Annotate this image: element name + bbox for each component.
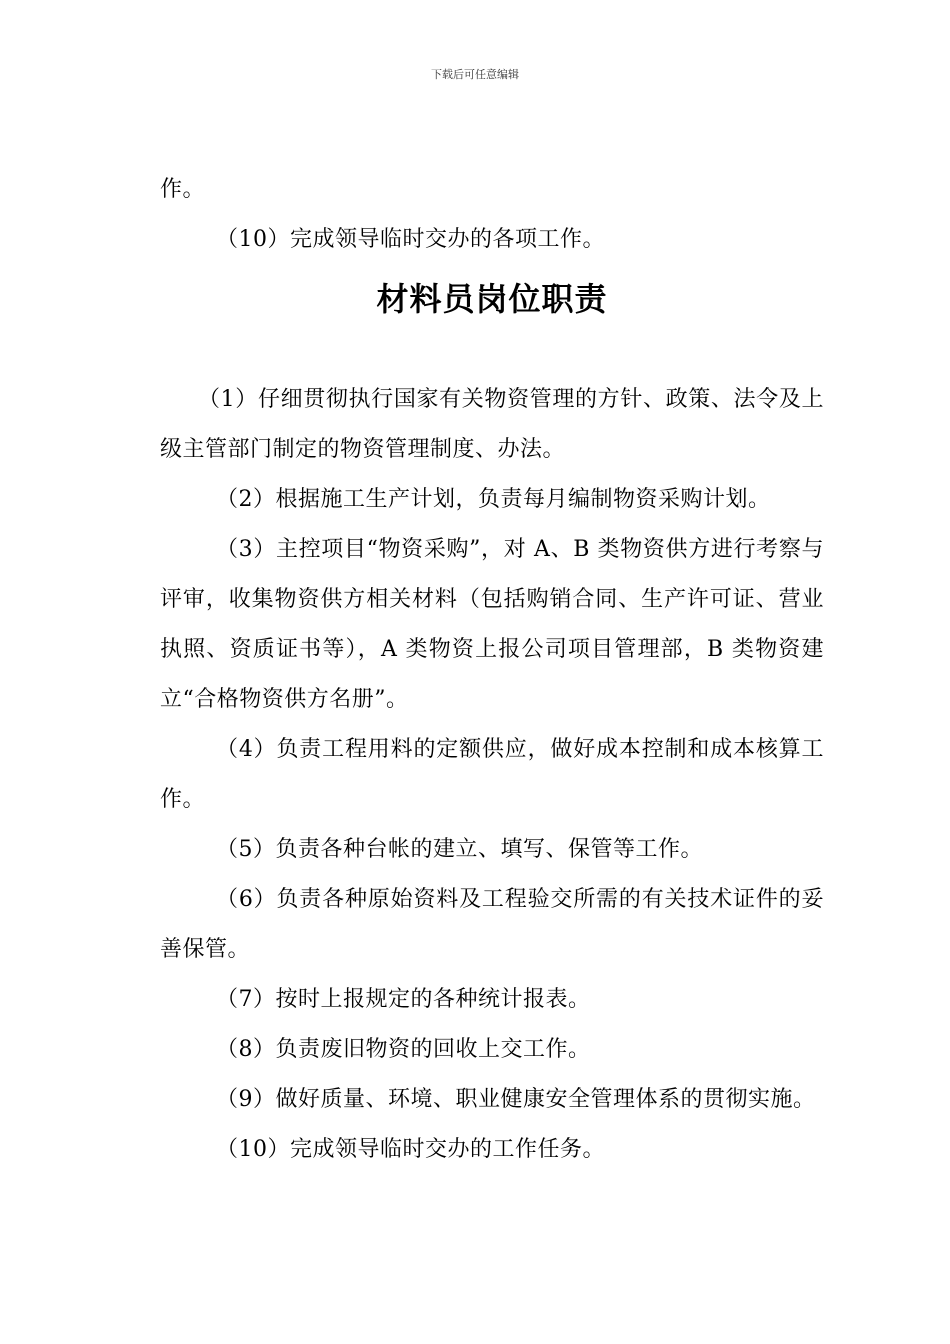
duty-item-10: （10）完成领导临时交办的工作任务。 xyxy=(216,1137,605,1162)
header-note: 下载后可任意编辑 xyxy=(431,68,519,81)
duty-item-1: （1）仔细贯彻执行国家有关物资管理的方针、政策、法令及上级主管部门制定的物资管理制度、办法。 xyxy=(160,387,824,462)
duty-item-2: （2）根据施工生产计划，负责每月编制物资采购计划。 xyxy=(216,487,771,512)
continuation-text: 作。 xyxy=(160,177,206,202)
duty-item-9: （9）做好质量、环境、职业健康安全管理体系的贯彻实施。 xyxy=(216,1087,816,1112)
duty-item-5: （5）负责各种台帐的建立、填写、保管等工作。 xyxy=(216,837,703,862)
duty-item-6: （6）负责各种原始资料及工程验交所需的有关技术证件的妥善保管。 xyxy=(160,887,824,962)
title-spacer xyxy=(160,329,824,375)
duty-item-8: （8）负责废旧物资的回收上交工作。 xyxy=(216,1037,591,1062)
duty-item-3: （3）主控项目“物资采购”，对 A、B 类物资供方进行考察与评审，收集物资供方相关材料（包括购销合同、生产许可证、营业执照、资质证书等），A 类物资上报公司项目管理部，B 类物资建立“合格物资供方名册”。 xyxy=(160,537,824,712)
document-title: 材料员岗位职责 xyxy=(376,280,608,318)
document-body xyxy=(160,165,824,1175)
duty-item-7: （7）按时上报规定的各种统计报表。 xyxy=(216,987,591,1012)
duty-item-4: （4）负责工程用料的定额供应，做好成本控制和成本核算工作。 xyxy=(160,737,824,812)
previous-item-10: （10）完成领导临时交办的各项工作。 xyxy=(216,227,605,252)
